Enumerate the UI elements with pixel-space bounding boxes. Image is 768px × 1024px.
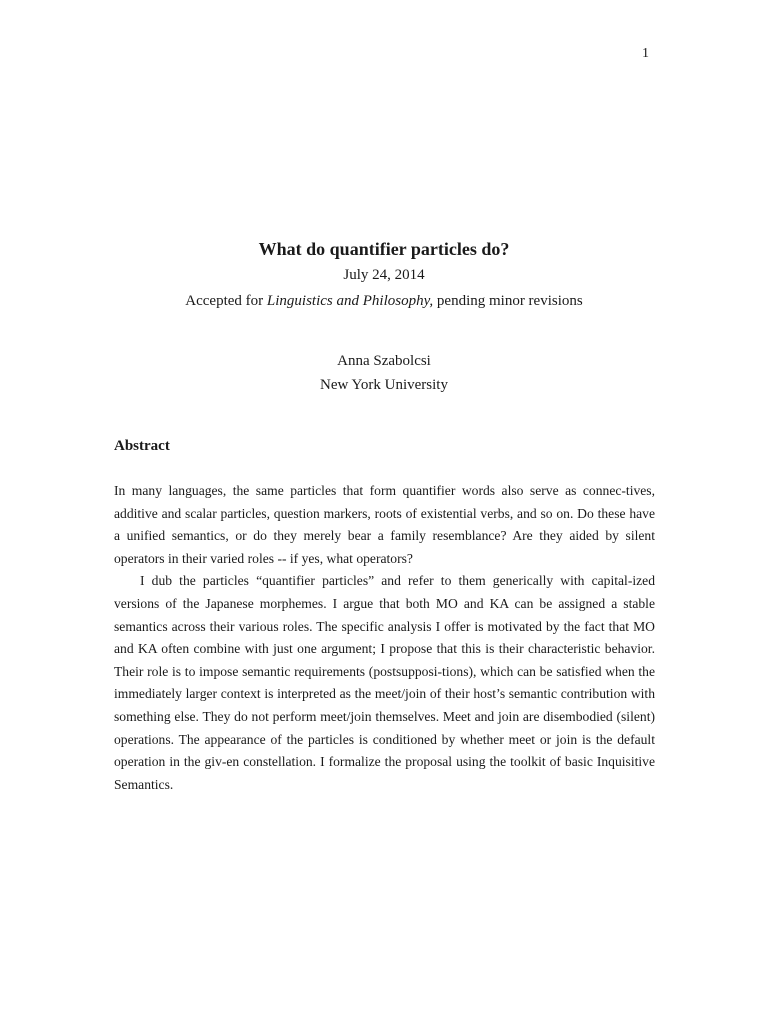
author-name: Anna Szabolcsi — [337, 353, 431, 369]
journal-name: Linguistics and Philosophy, — [266, 293, 434, 309]
abstract-paragraph-1: In many languages, the same particles that form quantifier words also serve as connec-tives, additive and scalar particles, question markers, roots of existential verbs, and so on. Do these have a unified semantics, or do they merely bear a family resemblance? Are they aided by silent operators in their varied roles -- if yes, what operators? — [114, 483, 655, 566]
paper-date: July 24, 2014 — [343, 267, 425, 283]
author-affiliation: New York University — [320, 377, 448, 393]
title-block — [0, 236, 768, 314]
acceptance-suffix: pending minor revisions — [433, 293, 583, 309]
abstract-body — [114, 480, 655, 796]
page-number: 1 — [642, 46, 649, 61]
abstract-heading: Abstract — [114, 438, 170, 454]
abstract-paragraph-2: I dub the particles “quantifier particles” and refer to them generically with capital-ized versions of the Japanese morphemes. I argue that both MO and KA can be assigned a stable semantics across their various roles. The specific analysis I offer is motivated by the fact that MO and KA often combine with just one argument; I propose that this is their characteristic behavior. Their role is to impose semantic requirements (postsupposi-tions), which can be satisfied when the immediately larger context is interpreted as the meet/join of their host’s semantic contribution with something else. They do not perform meet/join themselves. Meet and join are disembodied (silent) operations. The appearance of the particles is conditioned by whether meet or join is the default operation in the giv-en constellation. I formalize the proposal using the toolkit of basic Inquisitive Semantics. — [114, 573, 655, 792]
author-block — [0, 349, 768, 397]
paper-title: What do quantifier particles do? — [258, 239, 510, 259]
acceptance-note — [0, 288, 768, 314]
acceptance-prefix: Accepted for — [185, 293, 267, 309]
